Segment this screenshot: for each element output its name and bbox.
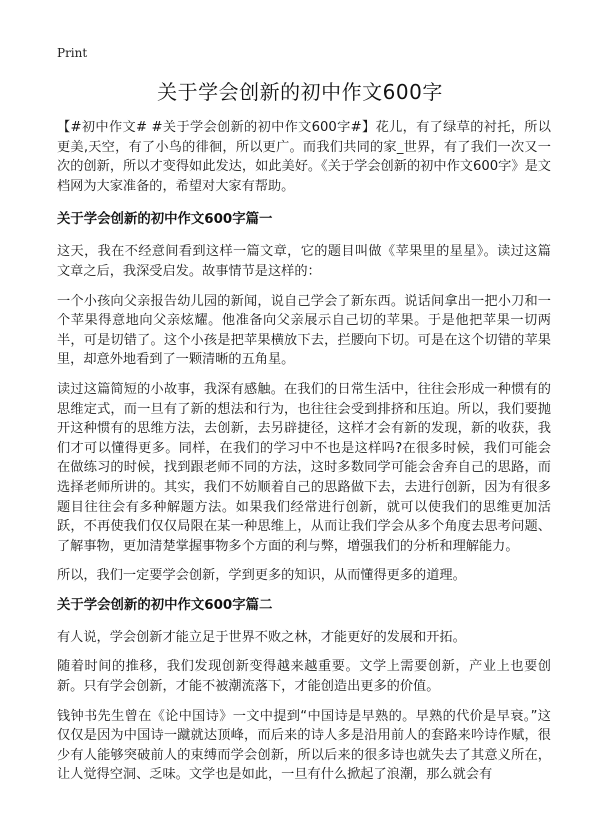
paragraph: 一个小孩向父亲报告幼儿园的新闻，说自己学会了新东西。说话间拿出一把小刀和一个苹果得意地向父亲炫耀。他准备向父亲展示自己切的苹果。于是他把苹果一切两半，可是切错了。这个小孩是把苹果横放下去，拦腰向下切。可是在这个切错的苹果里，却意外地看到了一颗清晰的五角星。 [57,293,551,368]
section-heading-2: 关于学会创新的初中作文600字篇二 [57,597,273,613]
section-heading-1: 关于学会创新的初中作文600字篇一 [57,212,273,228]
paragraph: 钱钟书先生曾在《论中国诗》一文中提到“中国诗是早熟的。早熟的代价是早衰。”这仅仅是因为中国诗一蹴就达顶峰，而后来的诗人多是沿用前人的套路来吟诗作赋，很少有人能够突破前人的束缚而学会创新，所以后来的很多诗也就失去了其意义所在，让人觉得空洞、乏味。文学也是如此，一旦有什么掀起了浪潮，那么就会有 [57,708,551,783]
article-body [57,118,551,795]
paragraph: 所以，我们一定要学会创新，学到更多的知识，从而懂得更多的道理。 [57,568,466,584]
paragraph: 有人说，学会创新才能立足于世界不败之林，才能更好的发展和开拓。 [57,629,466,645]
intro-paragraph: 【#初中作文# #关于学会创新的初中作文600字#】花儿，有了绿草的衬托，所以更美,天空，有了小鸟的徘徊，所以更广。而我们共同的家_世界，有了我们一次又一次的创新，所以才变得如此发达，如此美好。《关于学会创新的初中作文600字》是文档网为大家准备的，希望对大家有帮助。 [57,120,551,194]
print-label[interactable]: Print [57,46,88,60]
page-title: 关于学会创新的初中作文600字 [157,80,443,104]
paragraph: 读过这篇简短的小故事，我深有感触。在我们的日常生活中，往往会形成一种惯有的思维定式，而一旦有了新的想法和行为，也往往会受到排挤和压迫。所以，我们要抛开这种惯有的思维方法，去创新，去另辟捷径，这样才会有新的发现，新的收获，我们才可以懂得更多。同样，在我们的学习中不也是这样吗?在很多时候，我们可能会在做练习的时候，找到跟老师不同的方法，这时多数同学可能会舍弃自己的思路，而选择老师所讲的。其实，我们不妨顺着自己的思路做下去，去进行创新，因为有很多题目往往会有多种解题方法。如果我们经常进行创新，就可以使我们的思维更加活跃，不再使我们仅仅局限在某一种思维上，从而让我们学会从多个角度去思考问题、了解事物，更加清楚掌握事物多个方面的利与弊，增强我们的分析和理解能力。 [57,381,551,554]
paragraph: 这天，我在不经意间看到这样一篇文章，它的题目叫做《苹果里的星星》。读过这篇文章之后，我深受启发。故事情节是这样的： [57,244,551,279]
paragraph: 随着时间的推移，我们发现创新变得越来越重要。文学上需要创新，产业上也要创新。只有学会创新，才能不被潮流落下，才能创造出更多的价值。 [57,659,551,695]
